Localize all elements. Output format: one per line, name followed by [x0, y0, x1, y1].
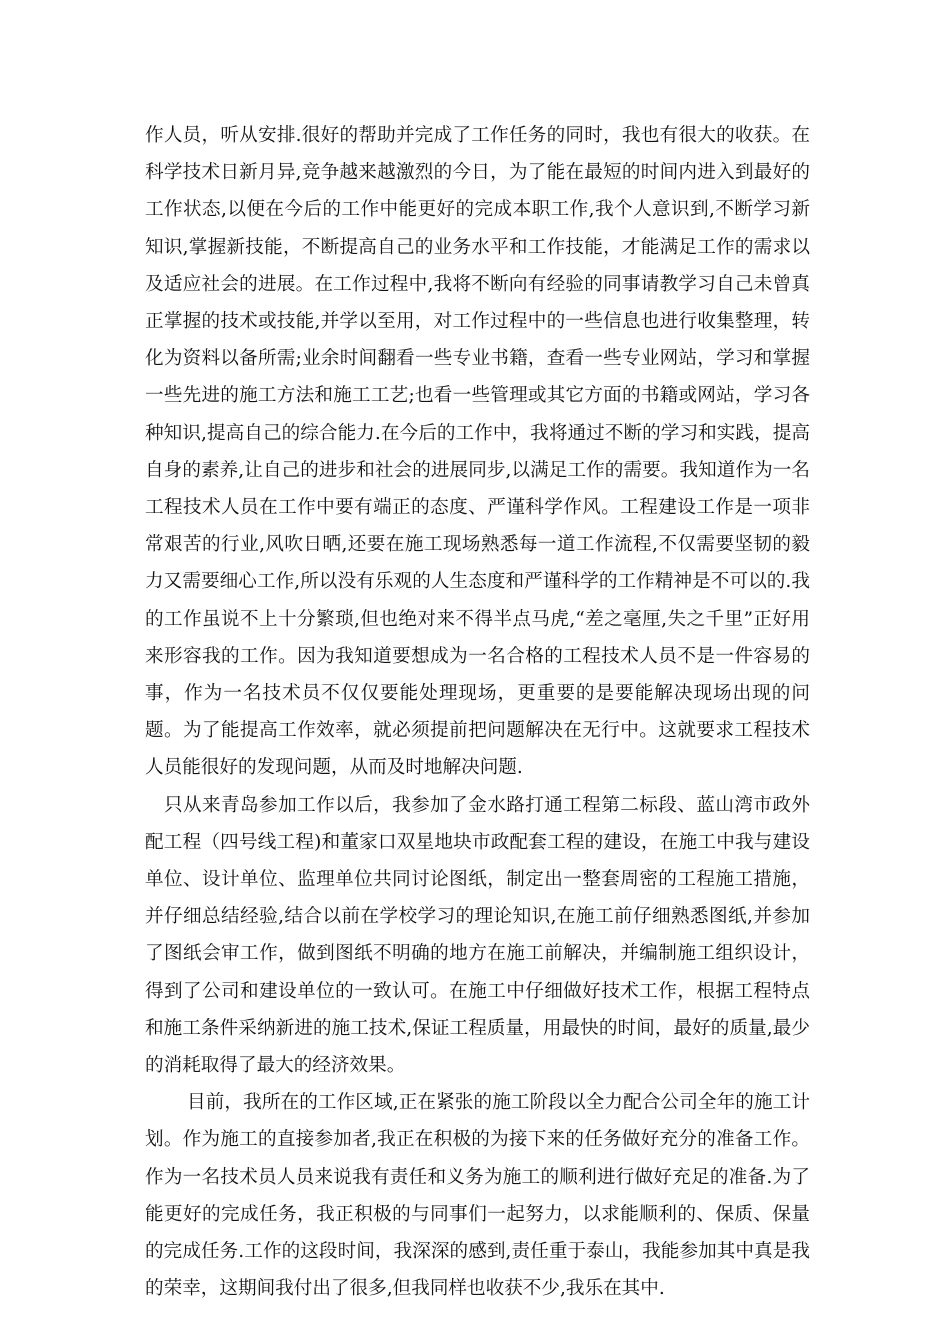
document-body: [145, 117, 810, 1308]
paragraph-project-experience: 只从来青岛参加工作以后，我参加了金水路打通工程第二标段、蓝山湾市政外配工程（四号线工程)和董家口双星地块市政配套工程的建设，在施工中我与建设单位、设计单位、监理单位共同讨论图纸，制定出一整套周密的工程施工措施，并仔细总结经验,结合以前在学校学习的理论知识,在施工前仔细熟悉图纸,并参加了图纸会审工作，做到图纸不明确的地方在施工前解决，并编制施工组织设计，得到了公司和建设单位的一致认可。在施工中仔细做好技术工作，根据工程特点和施工条件采纳新进的施工技术,保证工程质量，用最快的时间，最好的质量,最少的消耗取得了最大的经济效果。: [145, 794, 810, 1077]
paragraph-work-reflection: 作人员，听从安排.很好的帮助并完成了工作任务的同时，我也有很大的收获。在科学技术日新月异,竞争越来越激烈的今日，为了能在最短的时间内进入到最好的工作状态,以便在今后的工作中能更好的完成本职工作,我个人意识到,不断学习新知识,掌握新技能，不断提高自己的业务水平和工作技能，才能满足工作的需求以及适应社会的进展。在工作过程中,我将不断向有经验的同事请教学习自己未曾真正掌握的技术或技能,并学以至用，对工作过程中的一些信息也进行收集整理，转化为资料以备所需;业余时间翻看一些专业书籍，查看一些专业网站，学习和掌握一些先进的施工方法和施工工艺;也看一些管理或其它方面的书籍或网站，学习各种知识,提高自己的综合能力.在今后的工作中，我将通过不断的学习和实践，提高自身的素养,让自己的进步和社会的进展同步,以满足工作的需要。我知道作为一名工程技术人员在工作中要有端正的态度、严谨科学作风。工程建设工作是一项非常艰苦的行业,风吹日晒,还要在施工现场熟悉每一道工作流程,不仅需要坚韧的毅力又需要细心工作,所以没有乐观的人生态度和严谨科学的工作精神是不可以的.我的工作虽说不上十分繁琐,但也绝对来不得半点马虎,“差之毫厘,失之千里”正好用来形容我的工作。因为我知道要想成为一名合格的工程技术人员不是一件容易的事，作为一名技术员不仅仅要能处理现场，更重要的是要能解决现场出现的问题。为了能提高工作效率，就必须提前把问题解决在无行中。这就要求工程技术人员能很好的发现问题，从而及时地解决问题.: [145, 125, 810, 779]
paragraph-current-work: 目前，我所在的工作区域,正在紧张的施工阶段以全力配合公司全年的施工计划。作为施工的直接参加者,我正在积极的为接下来的任务做好充分的准备工作。作为一名技术员人员来说我有责任和义务为施工的顺利进行做好充足的准备.为了能更好的完成任务，我正积极的与同事们一起努力，以求能顺利的、保质、保量的完成任务.工作的这段时间，我深深的感到,责任重于泰山，我能参加其中真是我的荣幸，这期间我付出了很多,但我同样也收获不少,我乐在其中.: [145, 1092, 810, 1300]
